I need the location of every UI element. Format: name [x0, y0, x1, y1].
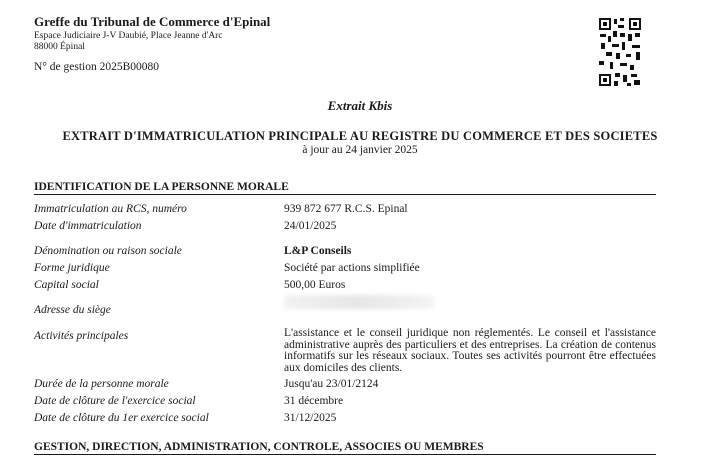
- field-value: 31/12/2025: [284, 412, 337, 424]
- qr-code-icon: [598, 17, 642, 87]
- greffe-name: Greffe du Tribunal de Commerce d'Epinal: [34, 14, 271, 29]
- field-value: Société par actions simplifiée: [284, 262, 420, 274]
- greffe-address: [34, 31, 223, 53]
- redacted-address: [284, 295, 434, 309]
- gestion-number: N° de gestion 2025B00080: [34, 61, 160, 73]
- field-value: 31 décembre: [284, 395, 344, 407]
- field-label: Dénomination ou raison sociale: [34, 245, 182, 257]
- field-value: 500,00 Euros: [284, 279, 346, 291]
- field-value: 24/01/2025: [284, 220, 337, 232]
- field-label: Durée de la personne morale: [34, 378, 169, 390]
- field-label: Forme juridique: [34, 262, 110, 274]
- address-line-1: Espace Judiciaire J-V Daubié, Place Jeanne d'Arc: [34, 31, 223, 41]
- address-line-2: 88000 Épinal: [34, 42, 85, 52]
- field-label: Date d'immatriculation: [34, 220, 142, 232]
- doc-title: EXTRAIT D'IMMATRICULATION PRINCIPALE AU REGISTRE DU COMMERCE ET DES SOCIETES: [62, 129, 658, 143]
- field-value: 939 872 677 R.C.S. Epinal: [284, 203, 408, 215]
- section-identification-heading: IDENTIFICATION DE LA PERSONNE MORALE: [34, 181, 656, 195]
- doc-subtitle: Extrait Kbis: [327, 98, 393, 113]
- field-label: Capital social: [34, 279, 99, 291]
- field-value: Jusqu'au 23/01/2124: [284, 378, 379, 390]
- field-label: Adresse du siège: [34, 304, 111, 316]
- field-label: Immatriculation au RCS, numéro: [34, 203, 187, 215]
- activities-text: L'assistance et le conseil juridique non réglementés. Le conseil et l'assistance administrative auprès des particuliers et des entreprises. La création de contenus informatifs sur les réseaux sociaux. Toutes ses activités pourront être effectuées aux domiciles des clients.: [284, 327, 656, 374]
- section-gestion-heading: GESTION, DIRECTION, ADMINISTRATION, CONTROLE, ASSOCIES OU MEMBRES: [34, 441, 656, 455]
- field-label: Activités principales: [34, 330, 129, 342]
- field-label: Date de clôture de l'exercice social: [34, 395, 196, 407]
- field-label: Date de clôture du 1er exercice social: [34, 412, 209, 424]
- company-name: L&P Conseils: [284, 245, 352, 257]
- doc-date: à jour au 24 janvier 2025: [302, 144, 418, 156]
